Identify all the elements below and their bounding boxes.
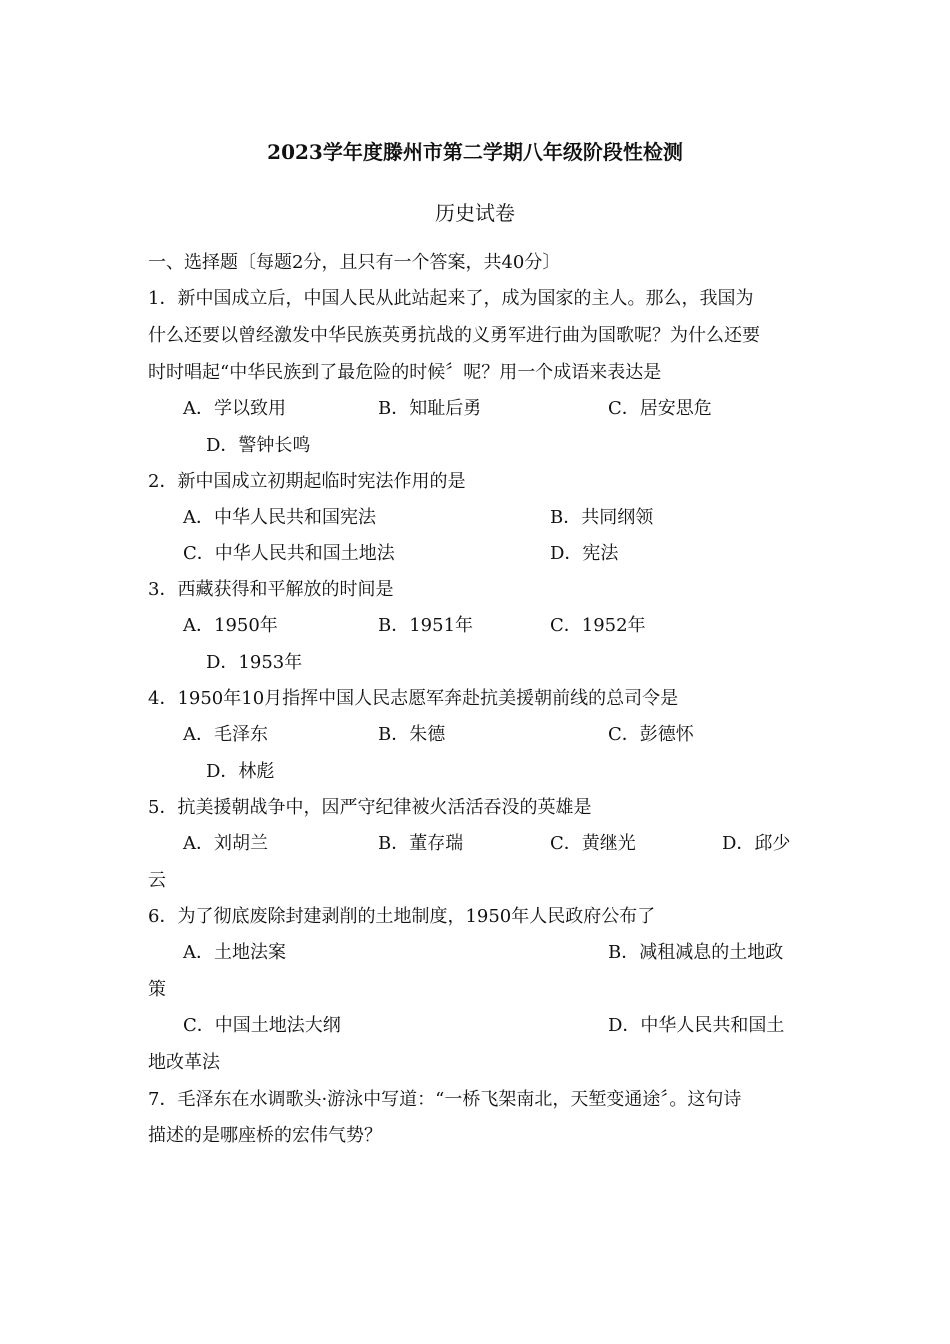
question-4-option-c: C．彭德怀 bbox=[608, 724, 694, 745]
question-2-option-a: A．中华人民共和国宪法 bbox=[183, 507, 376, 528]
question-6-option-b: B．减租减息的土地政 bbox=[608, 942, 784, 963]
question-5-option-d: D．邱少 bbox=[722, 833, 791, 854]
question-1-line-2: 什么还要以曾经激发中华民族英勇抗战的义勇军进行曲为国歌呢？为什么还要 bbox=[148, 325, 760, 346]
question-6-line-1: 6．为了彻底废除封建剥削的土地制度，1950年人民政府公布了 bbox=[148, 906, 656, 927]
question-1-option-c: C．居安思危 bbox=[608, 398, 712, 419]
question-2-option-b: B．共同纲领 bbox=[550, 507, 654, 528]
question-4-option-a: A．毛泽东 bbox=[183, 724, 268, 745]
question-5-option-a: A．刘胡兰 bbox=[183, 833, 268, 854]
question-3-option-d: D．1953年 bbox=[206, 652, 303, 673]
question-4-option-d: D．林彪 bbox=[206, 761, 275, 782]
question-1-option-d: D．警钟长鸣 bbox=[206, 435, 311, 456]
question-4-option-b: B．朱德 bbox=[378, 724, 446, 745]
question-7-line-2: 描述的是哪座桥的宏伟气势？ bbox=[148, 1125, 382, 1146]
question-6-option-d: D．中华人民共和国土 bbox=[608, 1015, 785, 1036]
question-4-line-1: 4．1950年10月指挥中国人民志愿军奔赴抗美援朝前线的总司令是 bbox=[148, 688, 679, 709]
question-3-option-c: C．1952年 bbox=[550, 615, 646, 636]
exam-title: 2023学年度滕州市第二学期八年级阶段性检测 bbox=[267, 140, 683, 164]
question-6-option-c: C．中国土地法大纲 bbox=[183, 1015, 341, 1036]
question-6-option-a: A．土地法案 bbox=[183, 942, 286, 963]
question-6-option-d-wrap: 地改革法 bbox=[148, 1052, 220, 1073]
question-5-option-b: B．董存瑞 bbox=[378, 833, 464, 854]
question-5-line-1: 5．抗美援朝战争中，因严守纪律被火活活吞没的英雄是 bbox=[148, 797, 592, 818]
question-2-line-1: 2．新中国成立初期起临时宪法作用的是 bbox=[148, 471, 466, 492]
question-3-option-b: B．1951年 bbox=[378, 615, 474, 636]
question-5-option-c: C．黄继光 bbox=[550, 833, 636, 854]
question-7-line-1: 7．毛泽东在水调歌头·游泳中写道：“一桥飞架南北，天堑变通途〞。这句诗 bbox=[148, 1089, 742, 1110]
question-5-option-d-wrap: 云 bbox=[148, 870, 166, 891]
question-6-option-b-wrap: 策 bbox=[148, 979, 166, 1000]
question-1-option-b: B．知耻后勇 bbox=[378, 398, 482, 419]
question-2-option-c: C．中华人民共和国土地法 bbox=[183, 543, 395, 564]
exam-subtitle: 历史试卷 bbox=[435, 201, 515, 225]
question-2-option-d: D．宪法 bbox=[550, 543, 619, 564]
question-1-option-a: A．学以致用 bbox=[183, 398, 286, 419]
question-1-line-1: 1．新中国成立后，中国人民从此站起来了，成为国家的主人。那么，我国为 bbox=[148, 288, 754, 309]
section-heading: 一、选择题〔每题2分，且只有一个答案，共40分〕 bbox=[148, 252, 561, 273]
question-3-option-a: A．1950年 bbox=[183, 615, 278, 636]
question-1-line-3: 时时唱起“中华民族到了最危险的时候〞呢？用一个成语来表达是 bbox=[148, 362, 662, 383]
question-3-line-1: 3．西藏获得和平解放的时间是 bbox=[148, 579, 394, 600]
